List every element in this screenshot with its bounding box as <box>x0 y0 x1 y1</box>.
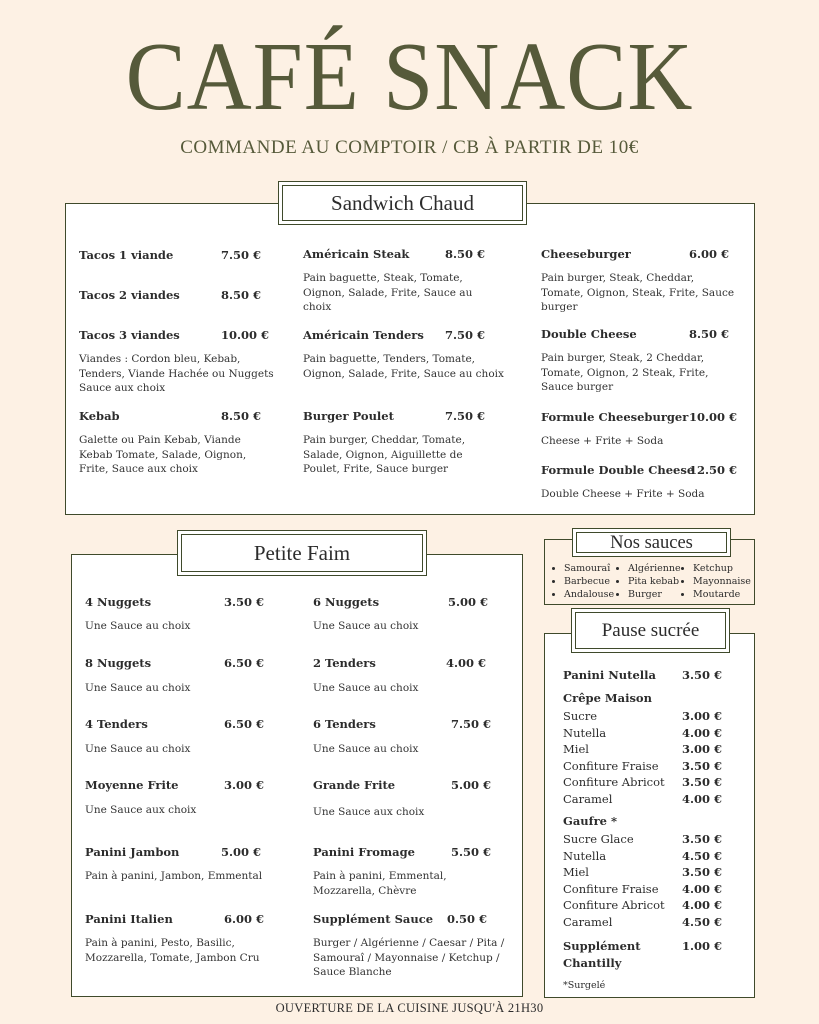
surgele-note: *Surgelé <box>563 980 606 991</box>
item-name: Double Cheese <box>541 327 637 341</box>
item-name: Confiture Fraise <box>563 881 659 896</box>
sauce-item: • Moutarde <box>693 588 751 601</box>
sauce-item: • Mayonnaise <box>693 575 751 588</box>
item-price: 7.50 € <box>445 409 486 423</box>
item-price: 5.00 € <box>448 595 489 609</box>
item-description: Pain à panini, Jambon, Emmental <box>85 870 263 882</box>
item-name: Sucre <box>563 709 598 723</box>
item-name: Tacos 3 viandes <box>79 328 180 342</box>
dessert-item <box>563 939 723 973</box>
item-price: 3.50 € <box>682 668 723 682</box>
sauces-heading <box>572 528 731 557</box>
item-name: 8 Nuggets <box>85 656 152 670</box>
item-price: 5.50 € <box>451 845 492 859</box>
sauce-list <box>552 562 614 601</box>
crepe-heading: Crêpe Maison <box>563 691 652 705</box>
item-name: Kebab <box>79 409 120 423</box>
item-description: Une Sauce au choix <box>85 620 191 632</box>
item-name: Cheeseburger <box>541 247 631 261</box>
item-name: Tacos 1 viande <box>79 248 174 262</box>
item-price: 8.50 € <box>221 288 262 302</box>
item-description: Une Sauce au choix <box>85 743 191 755</box>
item-description: Pain à panini, Emmental, Mozzarella, Chèvre <box>313 870 447 897</box>
item-description: Une Sauce aux choix <box>85 804 197 816</box>
sauce-item: • Burger <box>628 588 681 601</box>
item-description: Pain burger, Steak, Cheddar, Tomate, Oignon, Steak, Frite, Sauce burger <box>541 272 735 314</box>
item-price: 3.00 € <box>682 709 723 723</box>
item-description: Une Sauce au choix <box>313 743 419 755</box>
item-price: 0.50 € <box>447 912 488 926</box>
item-price: 10.00 € <box>221 328 270 342</box>
item-price: 7.50 € <box>221 248 262 262</box>
item-name: Supplément Sauce <box>313 912 434 926</box>
item-name: Nutella <box>563 848 607 863</box>
item-price: 4.00 € <box>682 725 723 740</box>
section-title: Pause sucrée <box>601 620 700 641</box>
sandwich-chaud-heading <box>278 181 527 225</box>
item-name: Sucre Glace <box>563 832 634 846</box>
item-name: Panini Fromage <box>313 845 415 859</box>
sauce-item: • Ketchup <box>693 562 751 575</box>
item-price: 6.50 € <box>224 717 265 731</box>
sauce-item: • Barbecue <box>564 575 614 588</box>
item-price: 6.00 € <box>689 247 730 261</box>
sauce-list <box>616 562 681 601</box>
item-description: Une Sauce aux choix <box>313 806 425 818</box>
item-price: 8.50 € <box>689 327 730 341</box>
sauce-item: • Samouraî <box>564 562 614 575</box>
item-name: Américain Tenders <box>303 328 424 342</box>
item-description: Pain à panini, Pesto, Basilic, Mozzarella, Tomate, Jambon Cru <box>85 937 260 964</box>
item-description: Galette ou Pain Kebab, Viande Kebab Tomate, Salade, Oignon, Frite, Sauce aux choix <box>79 434 247 476</box>
petite-faim-panel <box>71 554 523 997</box>
item-name: Confiture Fraise <box>563 758 659 773</box>
item-price: 3.50 € <box>682 865 723 879</box>
item-price: 8.50 € <box>445 247 486 261</box>
item-name: Tacos 2 viandes <box>79 288 180 302</box>
section-title: Nos sauces <box>610 533 693 553</box>
item-name: Moyenne Frite <box>85 778 179 792</box>
page-subtitle: COMMANDE AU COMPTOIR / CB À PARTIR DE 10€ <box>180 137 639 158</box>
sandwich-chaud-panel <box>65 203 755 515</box>
item-name: 2 Tenders <box>313 656 376 670</box>
item-price: 4.50 € <box>682 848 723 863</box>
gaufre-heading: Gaufre * <box>563 814 617 828</box>
pause-sucree-heading <box>571 608 730 653</box>
item-description: Une Sauce au choix <box>85 682 191 694</box>
item-price: 3.00 € <box>682 742 723 756</box>
item-price: 3.00 € <box>224 778 265 792</box>
sauce-item: • Pita kebab <box>628 575 681 588</box>
pause-sucree-panel <box>544 633 755 998</box>
item-price: 1.00 € <box>682 939 723 953</box>
item-name: Confiture Abricot <box>563 898 665 912</box>
item-price: 3.50 € <box>682 758 723 773</box>
item-price: 7.50 € <box>451 717 492 731</box>
item-name: Panini Nutella <box>563 668 656 682</box>
section-title: Sandwich Chaud <box>331 191 474 215</box>
item-description: Une Sauce au choix <box>313 620 419 632</box>
item-price: 4.00 € <box>682 881 723 896</box>
section-title: Petite Faim <box>253 541 351 565</box>
item-price: 4.00 € <box>682 791 723 806</box>
item-name: Miel <box>563 742 589 756</box>
item-description: Cheese + Frite + Soda <box>541 435 664 447</box>
item-name: Supplément <box>563 939 641 953</box>
item-name: Panini Italien <box>85 912 173 926</box>
item-price: 6.50 € <box>224 656 265 670</box>
item-description: Burger / Algérienne / Caesar / Pita / Samouraî / Mayonnaise / Ketchup / Sauce Blanche <box>313 937 505 979</box>
item-price: 3.50 € <box>682 775 723 789</box>
item-description: Pain baguette, Steak, Tomate, Oignon, Salade, Frite, Sauce au choix <box>303 272 473 314</box>
item-name: Panini Jambon <box>85 845 180 859</box>
item-name-line2: Chantilly <box>563 956 622 970</box>
item-price: 4.50 € <box>682 914 723 929</box>
item-price: 4.00 € <box>682 898 723 912</box>
item-price: 6.00 € <box>224 912 265 926</box>
item-price: 3.50 € <box>682 832 723 846</box>
item-price: 8.50 € <box>221 409 262 423</box>
item-description: Pain burger, Steak, 2 Cheddar, Tomate, Oignon, 2 Steak, Frite, Sauce burger <box>541 352 709 394</box>
item-name: 6 Tenders <box>313 717 376 731</box>
page-title: CAFÉ SNACK <box>125 23 694 131</box>
sauce-item: • Algérienne <box>628 562 681 575</box>
item-description: Pain baguette, Tenders, Tomate, Oignon, Salade, Frite, Sauce au choix <box>303 353 504 380</box>
item-name: Américain Steak <box>303 247 410 261</box>
footer-note: OUVERTURE DE LA CUISINE JUSQU'À 21H30 <box>275 1001 544 1015</box>
item-description: Double Cheese + Frite + Soda <box>541 488 705 500</box>
item-description: Pain burger, Cheddar, Tomate, Salade, Oignon, Aiguillette de Poulet, Frite, Sauce burger <box>303 434 466 476</box>
item-name: Caramel <box>563 791 613 806</box>
sauce-list <box>681 562 751 601</box>
item-name: Burger Poulet <box>303 409 394 423</box>
item-name: Formule Cheeseburger <box>541 410 689 424</box>
item-name: Formule Double Cheese <box>541 463 695 477</box>
item-price: 12.50 € <box>689 463 738 477</box>
petite-faim-heading <box>177 530 427 576</box>
item-name: Caramel <box>563 914 613 929</box>
item-name: Confiture Abricot <box>563 775 665 789</box>
item-description: Une Sauce au choix <box>313 682 419 694</box>
sauce-item: • Andalouse <box>564 588 614 601</box>
item-price: 10.00 € <box>689 410 738 424</box>
item-name: 4 Tenders <box>85 717 148 731</box>
item-name: Nutella <box>563 725 607 740</box>
item-price: 4.00 € <box>446 656 487 670</box>
item-description: Viandes : Cordon bleu, Kebab, Tenders, Viande Hachée ou Nuggets Sauce aux choix <box>79 353 274 395</box>
item-name: 4 Nuggets <box>85 595 152 609</box>
item-name: Miel <box>563 865 589 879</box>
item-name: 6 Nuggets <box>313 595 380 609</box>
item-price: 7.50 € <box>445 328 486 342</box>
item-price: 5.00 € <box>221 845 262 859</box>
item-price: 3.50 € <box>224 595 265 609</box>
item-name: Grande Frite <box>313 778 396 792</box>
item-price: 5.00 € <box>451 778 492 792</box>
